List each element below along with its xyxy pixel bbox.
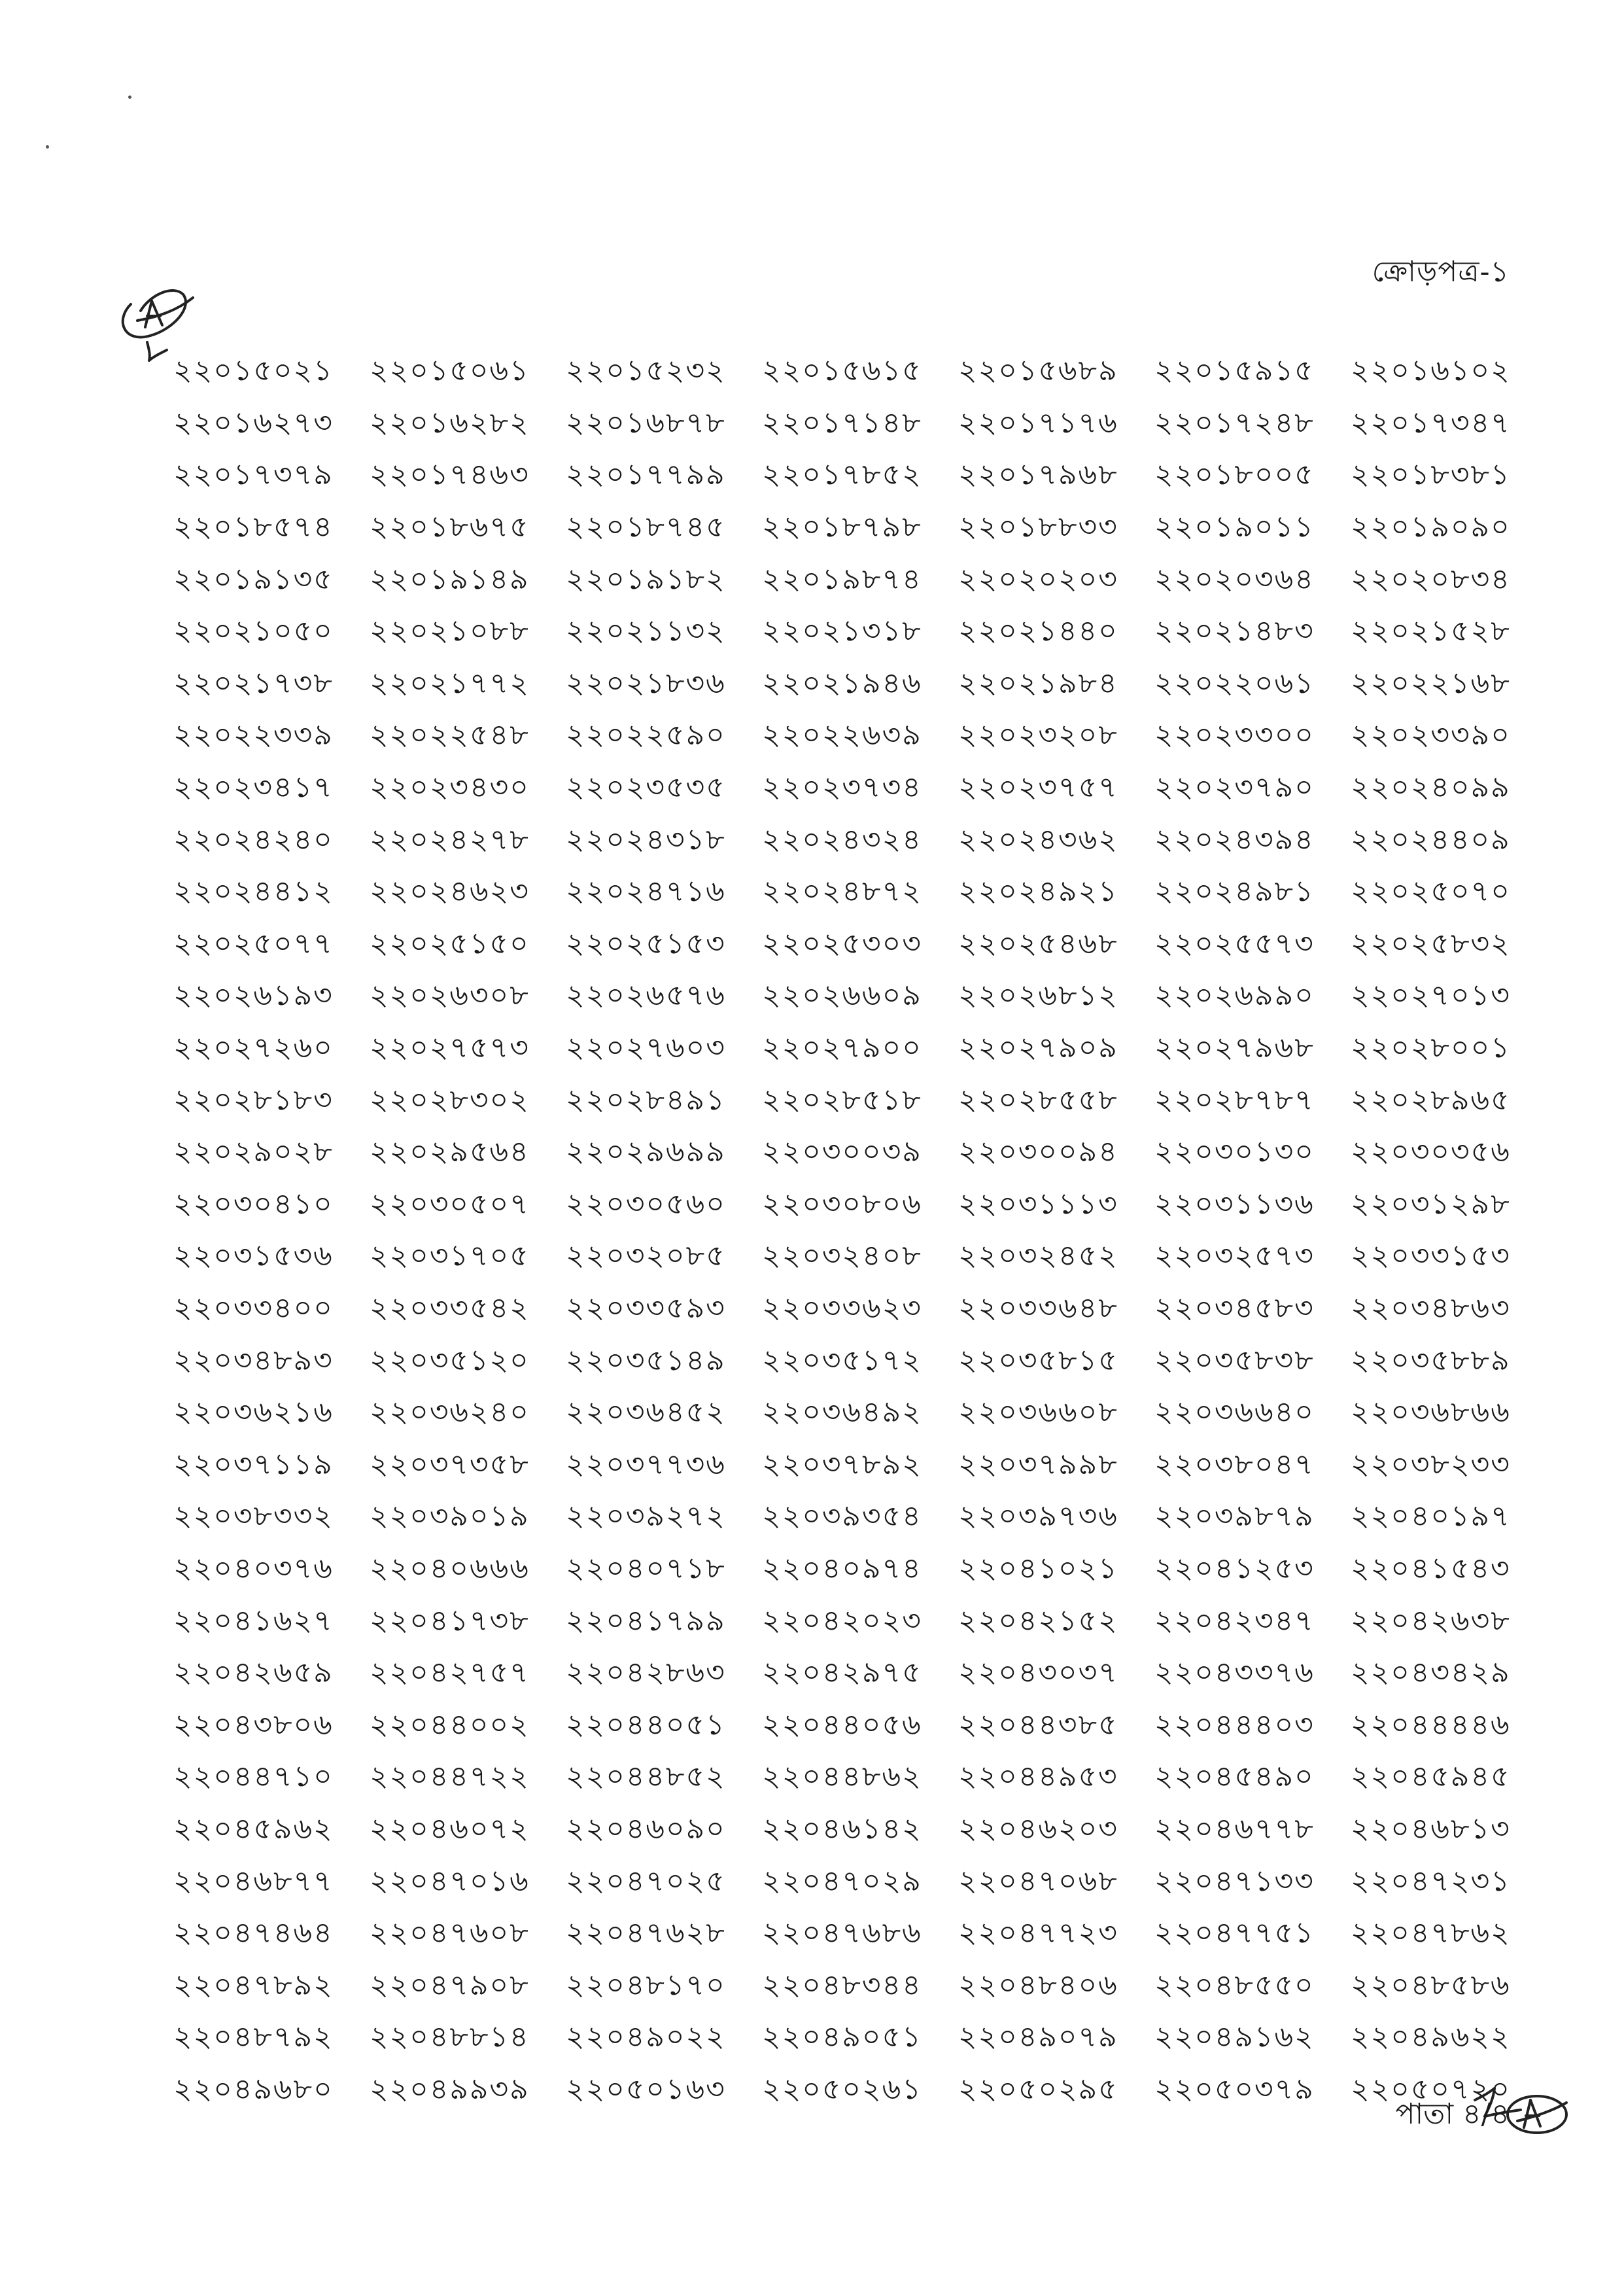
roll-number-cell: ২২০২৫০৭৭	[173, 926, 334, 960]
roll-number-cell: ২২০৩৮২৩৩	[1351, 1447, 1511, 1481]
roll-number-cell: ২২০৪৯৬৮০	[173, 2072, 334, 2106]
roll-number-cell: ২২০৪৮৫৫০	[1154, 1968, 1315, 2002]
roll-number-cell: ২২০১৫০৬১	[370, 354, 530, 388]
table-row	[173, 920, 1547, 972]
table-body	[173, 347, 1547, 2117]
roll-number-cell: ২২০৩৮০৪৭	[1154, 1447, 1315, 1481]
roll-number-cell: ২২০২২৩৩৯	[173, 718, 334, 752]
table-row	[173, 2065, 1547, 2118]
roll-number-cell: ২২০৪৪৩৮৫	[958, 1708, 1118, 1742]
roll-number-cell: ২২০১৯১৩৫	[173, 562, 334, 596]
table-row	[173, 2013, 1547, 2065]
roll-number-cell: ২২০৪০৬৬৬	[370, 1551, 530, 1585]
roll-number-cell: ২২০২১৮৩৬	[566, 666, 726, 700]
roll-number-cell: ২২০৪৭৯০৮	[370, 1968, 530, 2002]
roll-number-cell: ২২০১৭১৪৮	[762, 406, 922, 440]
roll-number-cell: ২২০২০৩৬৪	[1154, 562, 1315, 596]
roll-number-cell: ২২০২৩৪৩০	[370, 771, 530, 805]
roll-number-cell: ২২০২৮৭৮৭	[1154, 1083, 1315, 1117]
roll-number-cell: ২২০৪৪০০২	[370, 1708, 530, 1742]
table-row	[173, 1909, 1547, 1961]
roll-number-cell: ২২০১৯১৮২	[566, 562, 726, 596]
roll-number-cell: ২২০২১৪৪০	[958, 614, 1118, 648]
roll-number-cell: ২২০২১৯৪৬	[762, 666, 922, 700]
roll-number-cell: ২২০৩৬৪৫২	[566, 1395, 726, 1429]
roll-number-cell: ২২০৪৭১৩৩	[1154, 1864, 1315, 1898]
roll-number-cell: ২২০১৮৭৯৮	[762, 510, 922, 544]
roll-number-cell: ২২০৩১১৩৬	[1154, 1187, 1315, 1221]
roll-number-cell: ২২০৪৭৭৫১	[1154, 1916, 1315, 1950]
roll-number-cell: ২২০৪৫৯৪৫	[1351, 1760, 1511, 1794]
scan-speck	[128, 96, 131, 99]
roll-number-table	[173, 347, 1547, 2117]
table-row	[173, 711, 1547, 763]
roll-number-cell: ২২০২১১৩২	[566, 614, 726, 648]
roll-number-cell: ২২০৪৫৪৯০	[1154, 1760, 1315, 1794]
roll-number-cell: ২২০৪৬৮৭৭	[173, 1864, 334, 1898]
roll-number-cell: ২২০১৬৮৭৮	[566, 406, 726, 440]
roll-number-cell: ২২০৪২০২৩	[762, 1603, 922, 1638]
roll-number-cell: ২২০৪১৬২৭	[173, 1603, 334, 1638]
roll-number-cell: ২২০২৩৫৩৫	[566, 771, 726, 805]
roll-number-cell: ২২০৪৮৫৮৬	[1351, 1968, 1511, 2002]
roll-number-cell: ২২০১৫৬১৫	[762, 354, 922, 388]
roll-number-cell: ২২০৪১৭৩৮	[370, 1603, 530, 1638]
roll-number-cell: ২২০৪৩০৩৭	[958, 1656, 1118, 1690]
roll-number-cell: ২২০২৮৫৫৮	[958, 1083, 1118, 1117]
roll-number-cell: ২২০৩৫৮৩৮	[1154, 1343, 1315, 1377]
table-row	[173, 1336, 1547, 1388]
table-row	[173, 867, 1547, 920]
roll-number-cell: ২২০২৫৪৬৮	[958, 926, 1118, 960]
roll-number-cell: ২২০৩০৫০৭	[370, 1187, 530, 1221]
roll-number-cell: ২২০১৮৮৩৩	[958, 510, 1118, 544]
roll-number-cell: ২২০৩১১১৩	[958, 1187, 1118, 1221]
roll-number-cell: ২২০২১৩১৮	[762, 614, 922, 648]
roll-number-cell: ২২০২৪৪০৯	[1351, 822, 1511, 856]
table-row	[173, 1649, 1547, 1701]
table-row	[173, 1440, 1547, 1492]
table-row	[173, 763, 1547, 816]
roll-number-cell: ২২০২২৬৩৯	[762, 718, 922, 752]
roll-number-cell: ২২০৪৩৮০৬	[173, 1708, 334, 1742]
roll-number-cell: ২২০২৩২০৮	[958, 718, 1118, 752]
roll-number-cell: ২২০১৫৬৮৯	[958, 354, 1118, 388]
roll-number-cell: ২২০১৭৭৯৯	[566, 458, 726, 492]
table-row	[173, 1232, 1547, 1284]
roll-number-cell: ২২০৩৭৩৫৮	[370, 1447, 530, 1481]
roll-number-cell: ২২০৪৮৮১৪	[370, 2020, 530, 2054]
roll-number-cell: ২২০৪৪৭২২	[370, 1760, 530, 1794]
table-row	[173, 815, 1547, 867]
table-row	[173, 659, 1547, 712]
roll-number-cell: ২২০২৫১৫০	[370, 926, 530, 960]
roll-number-cell: ২২০২৬১৯৩	[173, 979, 334, 1013]
roll-number-cell: ২২০৪৭০১৬	[370, 1864, 530, 1898]
roll-number-cell: ২২০৪৭৮৯২	[173, 1968, 334, 2002]
roll-number-cell: ২২০৪৯০৭৯	[958, 2020, 1118, 2054]
roll-number-cell: ২২০৫০২৯৫	[958, 2072, 1118, 2106]
roll-number-cell: ২২০৪৭০৬৮	[958, 1864, 1118, 1898]
roll-number-cell: ২২০৪০৯৭৪	[762, 1551, 922, 1585]
roll-number-cell: ২২০৩৭৮৯২	[762, 1447, 922, 1481]
roll-number-cell: ২২০৪৬০৭২	[370, 1812, 530, 1846]
table-row	[173, 399, 1547, 451]
roll-number-cell: ২২০২৪২৪০	[173, 822, 334, 856]
roll-number-cell: ২২০২১৯৮৪	[958, 666, 1118, 700]
roll-number-cell: ২২০৪৯৯৩৯	[370, 2072, 530, 2106]
roll-number-cell: ২২০২৬৯৯০	[1154, 979, 1315, 1013]
roll-number-cell: ২২০৩৩৪০০	[173, 1291, 334, 1325]
roll-number-cell: ২২০১৯৮৭৪	[762, 562, 922, 596]
roll-number-cell: ২২০৩১৭০৫	[370, 1239, 530, 1273]
roll-number-cell: ২২০২৪০৯৯	[1351, 771, 1511, 805]
roll-number-cell: ২২০৪৭৭২৩	[958, 1916, 1118, 1950]
roll-number-cell: ২২০২৪৭১৬	[566, 875, 726, 909]
roll-number-cell: ২২০৪৪০৫৬	[762, 1708, 922, 1742]
roll-number-cell: ২২০৪৮৭৯২	[173, 2020, 334, 2054]
roll-number-cell: ২২০২১০৮৮	[370, 614, 530, 648]
roll-number-cell: ২২০৩৯২৭২	[566, 1499, 726, 1533]
roll-number-cell: ২২০৩৩৬২৩	[762, 1291, 922, 1325]
roll-number-cell: ২২০২৬৮১২	[958, 979, 1118, 1013]
roll-number-cell: ২২০১৫২৩২	[566, 354, 726, 388]
roll-number-cell: ২২০৩৬২১৬	[173, 1395, 334, 1429]
roll-number-cell: ২২০৩০১৩০	[1154, 1135, 1315, 1169]
roll-number-cell: ২২০১৯১৪৯	[370, 562, 530, 596]
roll-number-cell: ২২০৪৯৬২২	[1351, 2020, 1511, 2054]
roll-number-cell: ২২০৪৭৬০৮	[370, 1916, 530, 1950]
roll-number-cell: ২২০৩৯৮৭৯	[1154, 1499, 1315, 1533]
roll-number-cell: ২২০২১৭৩৮	[173, 666, 334, 700]
roll-number-cell: ২২০৪৭২৩১	[1351, 1864, 1511, 1898]
roll-number-cell: ২২০৩২০৮৫	[566, 1239, 726, 1273]
roll-number-cell: ২২০৪৯১৬২	[1154, 2020, 1315, 2054]
roll-number-cell: ২২০২৫০৭০	[1351, 875, 1511, 909]
roll-number-cell: ২২০৪২৭৫৭	[370, 1656, 530, 1690]
roll-number-cell: ২২০১৬১০২	[1351, 354, 1511, 388]
roll-number-cell: ২২০৩৩৫৯৩	[566, 1291, 726, 1325]
roll-number-cell: ২২০২৮৩০২	[370, 1083, 530, 1117]
roll-number-cell: ২২০১৬২৮২	[370, 406, 530, 440]
table-row	[173, 503, 1547, 555]
roll-number-cell: ২২০২২৫৪৮	[370, 718, 530, 752]
roll-number-cell: ২২০৩১৫৩৬	[173, 1239, 334, 1273]
roll-number-cell: ২২০৪৭৪৬৪	[173, 1916, 334, 1950]
roll-number-cell: ২২০৪২১৫২	[958, 1603, 1118, 1638]
roll-number-cell: ২২০৩০৪১০	[173, 1187, 334, 1221]
roll-number-cell: ২২০৩১২৯৮	[1351, 1187, 1511, 1221]
table-row	[173, 555, 1547, 607]
roll-number-cell: ২২০৩২৪০৮	[762, 1239, 922, 1273]
roll-number-cell: ২২০৪৩৩৭৬	[1154, 1656, 1315, 1690]
roll-number-cell: ২২০৩৬৪৯২	[762, 1395, 922, 1429]
roll-number-cell: ২২০২৩৩০০	[1154, 718, 1315, 752]
roll-number-cell: ২২০৩৫১৭২	[762, 1343, 922, 1377]
roll-number-cell: ২২০২৮৯৬৫	[1351, 1083, 1511, 1117]
roll-number-cell: ২২০২১০৫০	[173, 614, 334, 648]
scan-speck	[46, 145, 49, 149]
roll-number-cell: ২২০৩৫৮১৫	[958, 1343, 1118, 1377]
roll-number-cell: ২২০৩৭১১৯	[173, 1447, 334, 1481]
roll-number-cell: ২২০৩৭৭৩৬	[566, 1447, 726, 1481]
table-row	[173, 1024, 1547, 1076]
roll-number-cell: ২২০৪১৭৯৯	[566, 1603, 726, 1638]
table-row	[173, 1596, 1547, 1649]
roll-number-cell: ২২০৪৪৪৪৬	[1351, 1708, 1511, 1742]
roll-number-cell: ২২০২৫৫৭৩	[1154, 926, 1315, 960]
roll-number-cell: ২২০৪২৯৭৫	[762, 1656, 922, 1690]
roll-number-cell: ২২০২৯৬৯৯	[566, 1135, 726, 1169]
roll-number-cell: ২২০২৪৮৭২	[762, 875, 922, 909]
roll-number-cell: ২২০২৭২৬০	[173, 1031, 334, 1065]
roll-number-cell: ২২০৩০৩৫৬	[1351, 1135, 1511, 1169]
roll-number-cell: ২২০২৯০২৮	[173, 1135, 334, 1169]
roll-number-cell: ২২০৩০৫৬০	[566, 1187, 726, 1221]
table-row	[173, 1700, 1547, 1753]
roll-number-cell: ২২০২৩৭৩৪	[762, 771, 922, 805]
table-row	[173, 1128, 1547, 1180]
roll-number-cell: ২২০২৫৩০৩	[762, 926, 922, 960]
roll-number-cell: ২২০৩০৮০৬	[762, 1187, 922, 1221]
roll-number-cell: ২২০১৭৪৬৩	[370, 458, 530, 492]
roll-number-cell: ২২০২৪৩৬২	[958, 822, 1118, 856]
roll-number-cell: ২২০৩০০৩৯	[762, 1135, 922, 1169]
roll-number-cell: ২২০৪৫৯৬২	[173, 1812, 334, 1846]
roll-number-cell: ২২০২৪৩১৮	[566, 822, 726, 856]
roll-number-cell: ২২০২৬৩০৮	[370, 979, 530, 1013]
roll-number-cell: ২২০২৬৬০৯	[762, 979, 922, 1013]
roll-number-cell: ২২০৩৪৮৬৩	[1351, 1291, 1511, 1325]
table-row	[173, 347, 1547, 399]
roll-number-cell: ২২০২৭৯৬৮	[1154, 1031, 1315, 1065]
roll-number-cell: ২২০৪৬২০৩	[958, 1812, 1118, 1846]
roll-number-cell: ২২০২৪৩২৪	[762, 822, 922, 856]
roll-number-cell: ২২০৪৮১৭০	[566, 1968, 726, 2002]
roll-number-cell: ২২০৪৭০২৫	[566, 1864, 726, 1898]
roll-number-cell: ২২০৪৬০৯০	[566, 1812, 726, 1846]
roll-number-cell: ২২০২১৪৮৩	[1154, 614, 1315, 648]
roll-number-cell: ২২০৪২৩৪৭	[1154, 1603, 1315, 1638]
roll-number-cell: ২২০৩২৫৭৩	[1154, 1239, 1315, 1273]
roll-number-cell: ২২০৩৪৫৮৩	[1154, 1291, 1315, 1325]
roll-number-cell: ২২০২৭৬০৩	[566, 1031, 726, 1065]
roll-number-cell: ২২০২২১৬৮	[1351, 666, 1511, 700]
roll-number-cell: ২২০৪১৫৪৩	[1351, 1551, 1511, 1585]
roll-number-cell: ২২০৪১২৫৩	[1154, 1551, 1315, 1585]
roll-number-cell: ২২০৪১০২১	[958, 1551, 1118, 1585]
roll-number-cell: ২২০৪২৬৫৯	[173, 1656, 334, 1690]
roll-number-cell: ২২০৩৯৭৩৬	[958, 1499, 1118, 1533]
roll-number-cell: ২২০৩৬৬৪০	[1154, 1395, 1315, 1429]
roll-number-cell: ২২০৪৪৪০৩	[1154, 1708, 1315, 1742]
annexure-label: ক্রোড়পত্র-১	[1372, 255, 1510, 289]
roll-number-cell: ২২০২২০৬১	[1154, 666, 1315, 700]
roll-number-cell: ২২০৪৬৭৭৮	[1154, 1812, 1315, 1846]
roll-number-cell: ২২০৪৩৪২৯	[1351, 1656, 1511, 1690]
table-row	[173, 972, 1547, 1024]
roll-number-cell: ২২০১৮৭৪৫	[566, 510, 726, 544]
roll-number-cell: ২২০৩৩৬৪৮	[958, 1291, 1118, 1325]
roll-number-cell: ২২০১৭৮৫২	[762, 458, 922, 492]
roll-number-cell: ২২০৩৬২৪০	[370, 1395, 530, 1429]
roll-number-cell: ২২০৪৪৮৬২	[762, 1760, 922, 1794]
roll-number-cell: ২২০৪৮৪০৬	[958, 1968, 1118, 2002]
table-row	[173, 1076, 1547, 1128]
roll-number-cell: ২২০২৫১৫৩	[566, 926, 726, 960]
roll-number-cell: ২২০৩৯৩৫৪	[762, 1499, 922, 1533]
roll-number-cell: ২২০২৭৯০০	[762, 1031, 922, 1065]
table-row	[173, 1545, 1547, 1597]
table-row	[173, 1180, 1547, 1233]
roll-number-cell: ২২০১৬২৭৩	[173, 406, 334, 440]
roll-number-cell: ২২০১৫৯১৫	[1154, 354, 1315, 388]
roll-number-cell: ২২০১৫০২১	[173, 354, 334, 388]
roll-number-cell: ২২০২৮১৮৩	[173, 1083, 334, 1117]
roll-number-cell: ২২০২২৫৯০	[566, 718, 726, 752]
roll-number-cell: ২২০১৮৫৭৪	[173, 510, 334, 544]
table-row	[173, 1753, 1547, 1805]
roll-number-cell: ২২০৪৪৯৫৩	[958, 1760, 1118, 1794]
roll-number-cell: ২২০৩০০৯৪	[958, 1135, 1118, 1169]
roll-number-cell: ২২০২৮০০১	[1351, 1031, 1511, 1065]
roll-number-cell: ২২০৩৫৮৮৯	[1351, 1343, 1511, 1377]
roll-number-cell: ২২০২১৭৭২	[370, 666, 530, 700]
roll-number-cell: ২২০৪০৩৭৬	[173, 1551, 334, 1585]
table-row	[173, 1857, 1547, 1909]
roll-number-cell: ২২০৩২৪৫২	[958, 1239, 1118, 1273]
roll-number-cell: ২২০৩৭৯৯৮	[958, 1447, 1118, 1481]
roll-number-cell: ২২০৩৮৩৩২	[173, 1499, 334, 1533]
roll-number-cell: ২২০৪৭৮৬২	[1351, 1916, 1511, 1950]
roll-number-cell: ২২০৪৪০৫১	[566, 1708, 726, 1742]
page-number: পাতা ৪/৪	[1395, 2097, 1510, 2131]
roll-number-cell: ২২০২৩৭৫৭	[958, 771, 1118, 805]
roll-number-cell: ২২০৪৯০৫১	[762, 2020, 922, 2054]
roll-number-cell: ২২০৪৪৮৫২	[566, 1760, 726, 1794]
roll-number-cell: ২২০২০৮৩৪	[1351, 562, 1511, 596]
roll-number-cell: ২২০৩৯০১৯	[370, 1499, 530, 1533]
roll-number-cell: ২২০৩৫১২০	[370, 1343, 530, 1377]
roll-number-cell: ২২০২৪৯৮১	[1154, 875, 1315, 909]
roll-number-cell: ২২০২৩৭৯০	[1154, 771, 1315, 805]
table-row	[173, 451, 1547, 503]
roll-number-cell: ২২০২৪৯২১	[958, 875, 1118, 909]
roll-number-cell: ২২০১৯০৯০	[1351, 510, 1511, 544]
roll-number-cell: ২২০১৭১৭৬	[958, 406, 1118, 440]
roll-number-cell: ২২০২৭৯০৯	[958, 1031, 1118, 1065]
roll-number-cell: ২২০৩৬৬০৮	[958, 1395, 1118, 1429]
roll-number-cell: ২২০৪২৮৬৩	[566, 1656, 726, 1690]
roll-number-cell: ২২০২৬৫৭৬	[566, 979, 726, 1013]
roll-number-cell: ২২০৫০৭২০	[1351, 2072, 1511, 2106]
table-row	[173, 1492, 1547, 1545]
table-row	[173, 1388, 1547, 1441]
roll-number-cell: ২২০১৭৩৪৭	[1351, 406, 1511, 440]
roll-number-cell: ২২০৪০৭১৮	[566, 1551, 726, 1585]
roll-number-cell: ২২০৫০২৬১	[762, 2072, 922, 2106]
roll-number-cell: ২২০২৪৬২৩	[370, 875, 530, 909]
roll-number-cell: ২২০২৮৫১৮	[762, 1083, 922, 1117]
table-row	[173, 1284, 1547, 1337]
roll-number-cell: ২২০১৮৬৭৫	[370, 510, 530, 544]
roll-number-cell: ২২০১৯০১১	[1154, 510, 1315, 544]
roll-number-cell: ২২০৪৬১৪২	[762, 1812, 922, 1846]
table-row	[173, 1805, 1547, 1857]
roll-number-cell: ২২০২৮৪৯১	[566, 1083, 726, 1117]
roll-number-cell: ২২০২৪২৭৮	[370, 822, 530, 856]
roll-number-cell: ২২০২৭০১৩	[1351, 979, 1511, 1013]
roll-number-cell: ২২০১৭৯৬৮	[958, 458, 1118, 492]
roll-number-cell: ২২০২৩৩৯০	[1351, 718, 1511, 752]
roll-number-cell: ২২০২৫৮৩২	[1351, 926, 1511, 960]
roll-number-cell: ২২০১৮০০৫	[1154, 458, 1315, 492]
roll-number-cell: ২২০৪৬৮১৩	[1351, 1812, 1511, 1846]
roll-number-cell: ২২০২৭৫৭৩	[370, 1031, 530, 1065]
roll-number-cell: ২২০৩৩৫৪২	[370, 1291, 530, 1325]
table-row	[173, 1961, 1547, 2013]
table-row	[173, 607, 1547, 659]
roll-number-cell: ২২০৪০১৯৭	[1351, 1499, 1511, 1533]
roll-number-cell: ২২০৩৬৮৬৬	[1351, 1395, 1511, 1429]
roll-number-cell: ২২০৫০৩৭৯	[1154, 2072, 1315, 2106]
roll-number-cell: ২২০১৭২৪৮	[1154, 406, 1315, 440]
roll-number-cell: ২২০১৭৩৭৯	[173, 458, 334, 492]
roll-number-cell: ২২০৪৯০২২	[566, 2020, 726, 2054]
roll-number-cell: ২২০৪২৬৩৮	[1351, 1603, 1511, 1638]
roll-number-cell: ২২০৫০১৬৩	[566, 2072, 726, 2106]
roll-number-cell: ২২০৪৮৩৪৪	[762, 1968, 922, 2002]
roll-number-cell: ২২০৩৩১৫৩	[1351, 1239, 1511, 1273]
roll-number-cell: ২২০৪৭৬৮৬	[762, 1916, 922, 1950]
roll-number-cell: ২২০২৪৪১২	[173, 875, 334, 909]
roll-number-cell: ২২০২৪৩৯৪	[1154, 822, 1315, 856]
roll-number-cell: ২২০১৮৩৮১	[1351, 458, 1511, 492]
roll-number-cell: ২২০৪৭০২৯	[762, 1864, 922, 1898]
roll-number-cell: ২২০২০২০৩	[958, 562, 1118, 596]
roll-number-cell: ২২০২৯৫৬৪	[370, 1135, 530, 1169]
roll-number-cell: ২২০৩৪৮৯৩	[173, 1343, 334, 1377]
roll-number-cell: ২২০৩৫১৪৯	[566, 1343, 726, 1377]
roll-number-cell: ২২০২১৫২৮	[1351, 614, 1511, 648]
roll-number-cell: ২২০৪৪৭১০	[173, 1760, 334, 1794]
roll-number-cell: ২২০৪৭৬২৮	[566, 1916, 726, 1950]
roll-number-cell: ২২০২৩৪১৭	[173, 771, 334, 805]
